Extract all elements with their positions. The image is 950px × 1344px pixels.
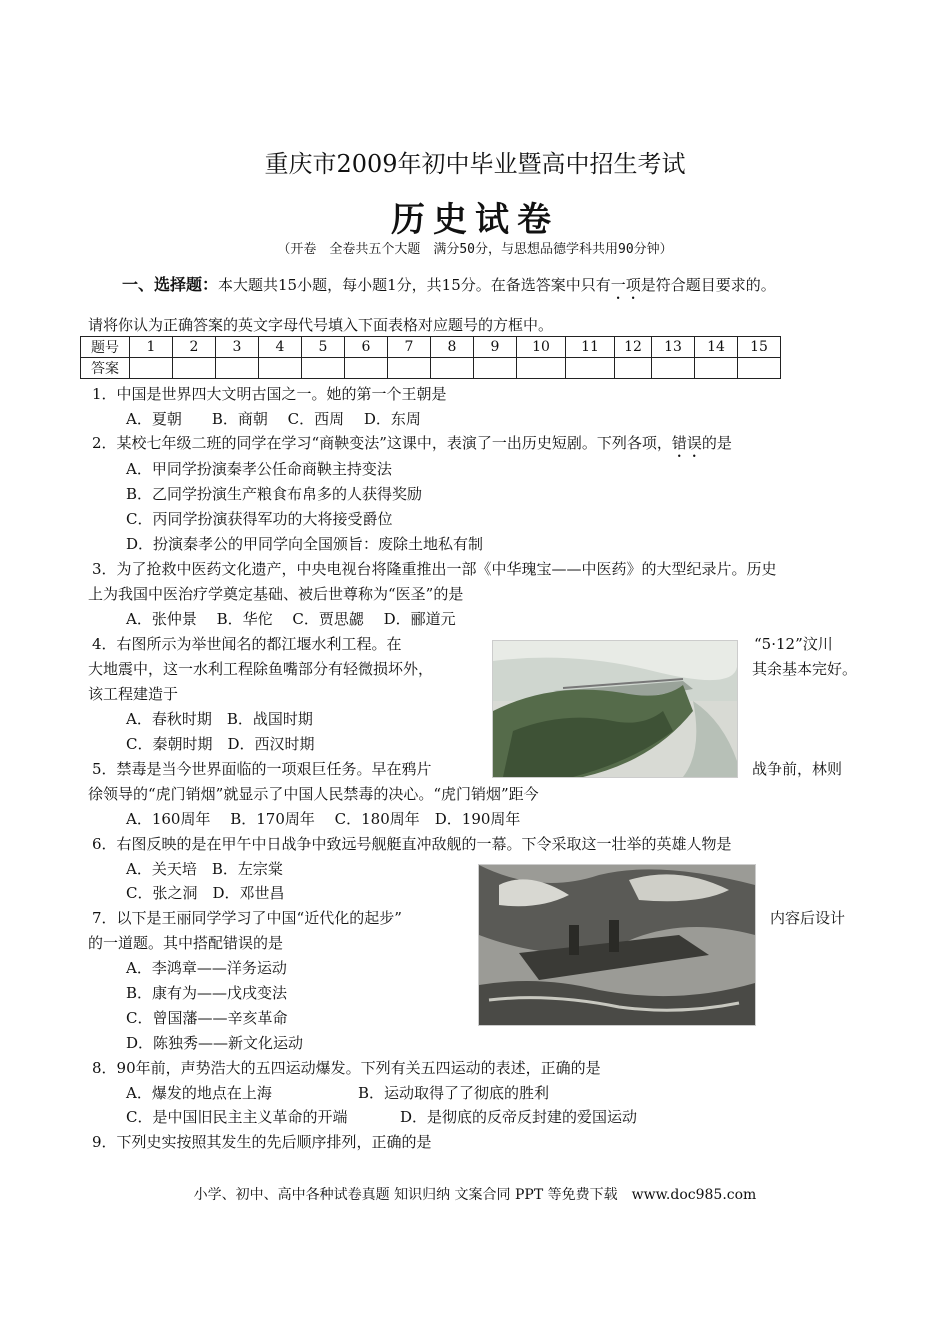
q8-option-c: C．是中国旧民主主义革命的开端 bbox=[126, 1108, 348, 1126]
answer-cell[interactable] bbox=[695, 358, 738, 379]
q2-stem-b: 的是 bbox=[701, 434, 732, 452]
section1-heading bbox=[122, 276, 776, 303]
q5-options: A．160周年 B．170周年 C．180周年 D．190周年 bbox=[126, 810, 521, 828]
number-cell: 3 bbox=[216, 337, 259, 358]
answer-cell[interactable] bbox=[652, 358, 695, 379]
q2-option-d: D．扮演秦孝公的甲同学向全国颁旨：废除土地私有制 bbox=[126, 535, 484, 553]
answer-cell[interactable] bbox=[388, 358, 431, 379]
answer-cell[interactable] bbox=[130, 358, 173, 379]
number-cell: 8 bbox=[431, 337, 474, 358]
q4-line1-left: 4．右图所示为举世闻名的都江堰水利工程。在 bbox=[92, 635, 402, 653]
page-footer: 小学、初中、高中各种试卷真题 知识归纳 文案合同 PPT 等免费下载 www.doc985.com bbox=[193, 1187, 757, 1203]
answer-cell[interactable] bbox=[615, 358, 652, 379]
answer-table-row-answers bbox=[81, 358, 781, 379]
section1-text-a: 本大题共15小题，每小题1分，共15分。在备选答案中只有 bbox=[218, 276, 611, 294]
q7-option-d: D．陈独秀——新文化运动 bbox=[126, 1034, 304, 1052]
q8-option-a: A．爆发的地点在上海 bbox=[126, 1084, 272, 1102]
q6-stem: 6．右图反映的是在甲午中日战争中致远号舰艇直冲敌舰的一幕。下令采取这一壮举的英雄人物是 bbox=[92, 835, 732, 853]
q8-stem: 8．90年前，声势浩大的五四运动爆发。下列有关五四运动的表述，正确的是 bbox=[92, 1059, 601, 1077]
q4-line2-left: 大地震中，这一水利工程除鱼嘴部分有轻微损坏外， bbox=[88, 660, 434, 678]
row-label-answer: 答案 bbox=[81, 358, 130, 379]
dujiangyan-illustration bbox=[493, 641, 737, 777]
number-cell: 6 bbox=[345, 337, 388, 358]
q2-stem-a: 2．某校七年级二班的同学在学习“商鞅变法”这课中，表演了一出历史短剧。下列各项， bbox=[92, 434, 672, 452]
number-cell: 1 bbox=[130, 337, 173, 358]
answer-cell[interactable] bbox=[173, 358, 216, 379]
q3-options: A．张仲景 B．华佗 C．贾思勰 D．郦道元 bbox=[126, 610, 456, 628]
naval-battle-painting bbox=[478, 864, 756, 1026]
answer-table bbox=[80, 336, 781, 379]
answer-cell[interactable] bbox=[216, 358, 259, 379]
q9-stem: 9．下列史实按照其发生的先后顺序排列，正确的是 bbox=[92, 1133, 432, 1151]
naval-battle-illustration bbox=[479, 865, 755, 1025]
answer-cell[interactable] bbox=[738, 358, 781, 379]
q6-options-2: C．张之洞 D．邓世昌 bbox=[126, 884, 285, 902]
answer-cell[interactable] bbox=[259, 358, 302, 379]
section1-text-b: 是符合题目要求的。 bbox=[640, 276, 776, 294]
number-cell: 4 bbox=[259, 337, 302, 358]
q3-line1: 3．为了抢救中医药文化遗产，中央电视台将隆重推出一部《中华瑰宝——中医药》的大型纪录片。历史 bbox=[92, 560, 777, 578]
number-cell: 15 bbox=[738, 337, 781, 358]
exam-title: 重庆市2009年初中毕业暨高中招生考试 bbox=[264, 150, 686, 178]
q4-line2-right: 其余基本完好。 bbox=[752, 660, 858, 678]
q3-line2: 上为我国中医治疗学奠定基础、被后世尊称为“医圣”的是 bbox=[88, 585, 464, 603]
q1-stem: 1．中国是世界四大文明古国之一。她的第一个王朝是 bbox=[92, 385, 447, 403]
q7-option-b: B．康有为——戊戌变法 bbox=[126, 984, 288, 1002]
number-cell: 10 bbox=[517, 337, 566, 358]
q5-line1-left: 5．禁毒是当今世界面临的一项艰巨任务。早在鸦片 bbox=[92, 760, 432, 778]
q4-line3: 该工程建造于 bbox=[88, 685, 179, 703]
q7-line1-right: 内容后设计 bbox=[770, 909, 846, 927]
number-cell: 2 bbox=[173, 337, 216, 358]
q2-emphasis: 错误 bbox=[671, 434, 702, 452]
number-cell: 7 bbox=[388, 337, 431, 358]
row-label-number: 题号 bbox=[81, 337, 130, 358]
section1-label: 一、选择题： bbox=[122, 275, 219, 294]
q4-options-2: C．秦朝时期 D．西汉时期 bbox=[126, 735, 315, 753]
number-cell: 5 bbox=[302, 337, 345, 358]
answer-cell[interactable] bbox=[517, 358, 566, 379]
number-cell: 13 bbox=[652, 337, 695, 358]
q7-option-a: A．李鸿章——洋务运动 bbox=[126, 959, 287, 977]
answer-cell[interactable] bbox=[431, 358, 474, 379]
q8-option-d: D．是彻底的反帝反封建的爱国运动 bbox=[400, 1108, 638, 1126]
q4-line1-right: “5·12”汶川 bbox=[754, 635, 833, 653]
exam-subtitle: （开卷 全卷共五个大题 满分50分，与思想品德学科共用90分钟） bbox=[277, 242, 673, 257]
q4-options-1: A．春秋时期 B．战国时期 bbox=[126, 710, 313, 728]
subject-title: 历史试卷 bbox=[391, 200, 559, 240]
number-cell: 9 bbox=[474, 337, 517, 358]
q7-option-c: C．曾国藩——辛亥革命 bbox=[126, 1009, 288, 1027]
answer-cell[interactable] bbox=[345, 358, 388, 379]
section1-instruction: 请将你认为正确答案的英文字母代号填入下面表格对应题号的方框中。 bbox=[88, 316, 554, 334]
number-cell: 11 bbox=[566, 337, 615, 358]
q8-option-b: B．运动取得了了彻底的胜利 bbox=[358, 1084, 550, 1102]
q2-stem bbox=[92, 434, 732, 461]
answer-cell[interactable] bbox=[474, 358, 517, 379]
q7-line1-left: 7．以下是王丽同学学习了中国“近代化的起步” bbox=[92, 909, 402, 927]
q5-line2: 徐领导的“虎门销烟”就显示了中国人民禁毒的决心。“虎门销烟”距今 bbox=[88, 785, 539, 803]
section1-emphasis: 一项 bbox=[610, 276, 641, 294]
number-cell: 12 bbox=[615, 337, 652, 358]
answer-cell[interactable] bbox=[566, 358, 615, 379]
q1-options: A．夏朝 B．商朝 C．西周 D．东周 bbox=[126, 410, 421, 428]
answer-table-row-numbers bbox=[81, 337, 781, 358]
q6-options-1: A．关天培 B．左宗棠 bbox=[126, 860, 283, 878]
number-cell: 14 bbox=[695, 337, 738, 358]
q2-option-c: C．丙同学扮演获得军功的大将接受爵位 bbox=[126, 510, 393, 528]
dujiangyan-photo bbox=[492, 640, 738, 778]
q2-option-a: A．甲同学扮演秦孝公任命商鞅主持变法 bbox=[126, 460, 392, 478]
q2-option-b: B．乙同学扮演生产粮食布帛多的人获得奖励 bbox=[126, 485, 423, 503]
answer-cell[interactable] bbox=[302, 358, 345, 379]
q7-line2: 的一道题。其中搭配错误的是 bbox=[88, 934, 284, 952]
q5-line1-right: 战争前，林则 bbox=[752, 760, 843, 778]
